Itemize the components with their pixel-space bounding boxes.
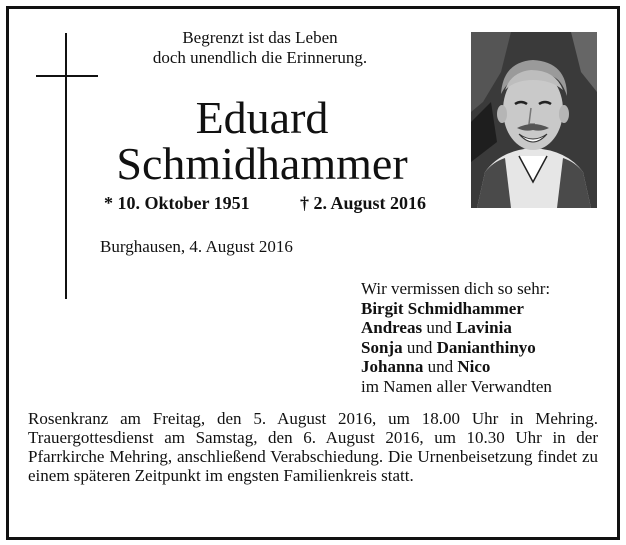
portrait-photo (471, 32, 597, 208)
mourner-name: Johanna (361, 357, 424, 376)
mourners-closing: im Namen aller Verwandten (361, 376, 552, 396)
mourner-name: Nico (457, 357, 491, 376)
mourner-name: Birgit Schmidhammer (361, 298, 524, 318)
birth-date: * 10. Oktober 1951 (104, 193, 250, 213)
mourner-line (361, 338, 611, 358)
mourner-line (361, 299, 611, 319)
mourners-list (361, 279, 611, 396)
mourner-name: Andreas (361, 318, 423, 337)
deceased-last-name: Schmidhammer (116, 138, 408, 189)
mourner-joiner: und (423, 357, 458, 376)
mourner-line (361, 357, 611, 377)
verse-line-2: doch unendlich die Erinnerung. (152, 48, 368, 67)
mourner-joiner: und (422, 318, 457, 337)
memorial-verse (127, 28, 393, 68)
verse-line-1: Begrenzt ist das Leben (182, 28, 338, 47)
deceased-first-name: Eduard (195, 92, 329, 143)
mourners-intro: Wir vermissen dich so sehr: (361, 279, 551, 298)
service-details: Rosenkranz am Freitag, den 5. August 2016, um 18.00 Uhr in Mehring. Trauergottesdienst am Samstag, den 6. August 2016, um 10.30 Uhr in der Pfarrkirche Mehring, anschließend Verabschiedung. Die Urnenbeisetzung findet zu einem späteren Zeitpunkt im engsten Familienkreis statt. (28, 409, 598, 485)
death-date: † 2. August 2016 (300, 193, 427, 213)
place-and-date: Burghausen, 4. August 2016 (100, 237, 293, 256)
mourner-name: Sonja (361, 337, 403, 357)
mourner-joiner: und (402, 337, 437, 357)
mourner-name: Lavinia (456, 318, 512, 337)
obituary-notice (6, 6, 620, 540)
mourner-line (361, 318, 611, 338)
mourner-name: Danianthinyo (436, 337, 536, 357)
